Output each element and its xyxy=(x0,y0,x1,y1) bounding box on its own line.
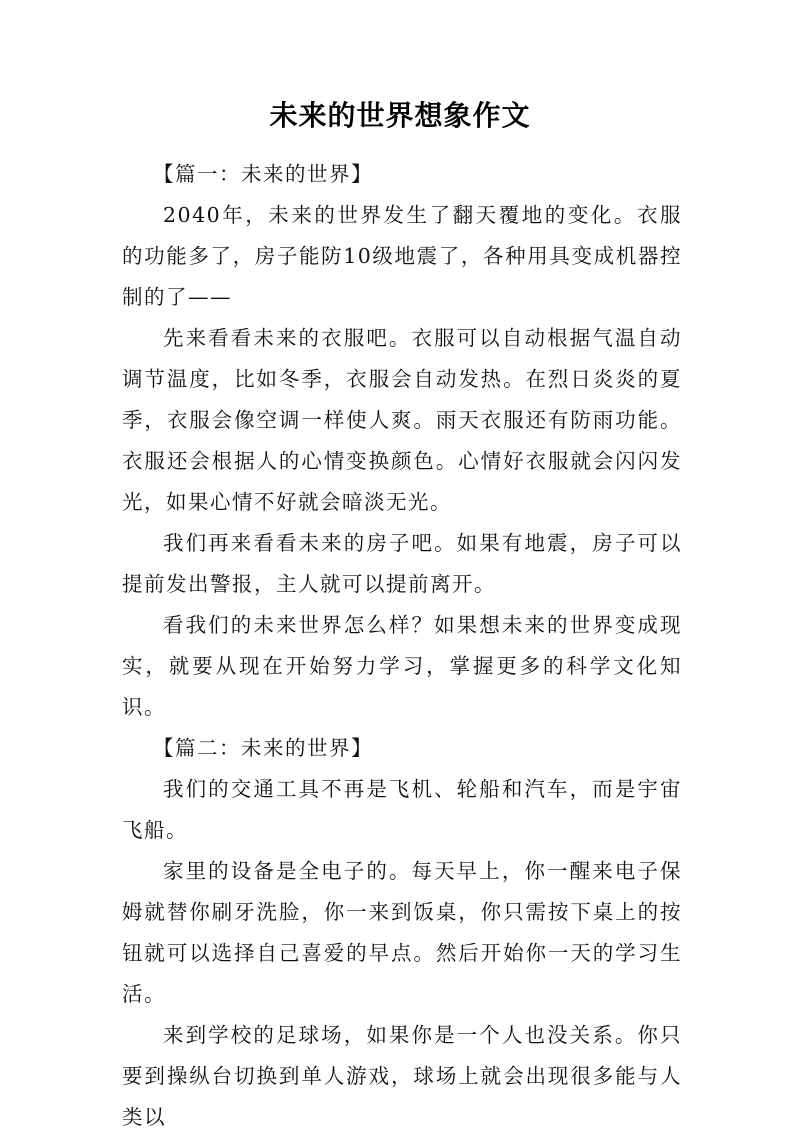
document-title: 未来的世界想象作文 xyxy=(269,99,531,132)
paragraph: 我们的交通工具不再是飞机、轮船和汽车，而是宇宙飞船。 xyxy=(122,777,682,842)
paragraph: 家里的设备是全电子的。每天早上，你一醒来电子保姆就替你刷牙洗脸，你一来到饭桌，你只需按下桌上的按钮就可以选择自己喜爱的早点。然后开始你一天的学习生活。 xyxy=(122,859,682,1006)
paragraph: 看我们的未来世界怎么样？如果想未来的世界变成现实，就要从现在开始努力学习，掌握更多的科学文化知识。 xyxy=(122,613,682,719)
section-heading-1: 【篇一：未来的世界】 xyxy=(153,162,373,186)
document-body xyxy=(122,154,682,1138)
section-heading-2: 【篇二：未来的世界】 xyxy=(153,736,373,760)
paragraph: 先来看看未来的衣服吧。衣服可以自动根据气温自动调节温度，比如冬季，衣服会自动发热。在烈日炎炎的夏季，衣服会像空调一样使人爽。雨天衣服还有防雨功能。衣服还会根据人的心情变换颜色。心情好衣服就会闪闪发光，如果心情不好就会暗淡无光。 xyxy=(122,326,682,514)
paragraph: 来到学校的足球场，如果你是一个人也没关系。你只要到操纵台切换到单人游戏，球场上就会出现很多能与人类以 xyxy=(122,1023,682,1129)
paragraph: 我们再来看看未来的房子吧。如果有地震，房子可以提前发出警报，主人就可以提前离开。 xyxy=(122,531,682,596)
paragraph: 2040年，未来的世界发生了翻天覆地的变化。衣服的功能多了，房子能防10级地震了，各种用具变成机器控制的了—— xyxy=(122,203,682,309)
